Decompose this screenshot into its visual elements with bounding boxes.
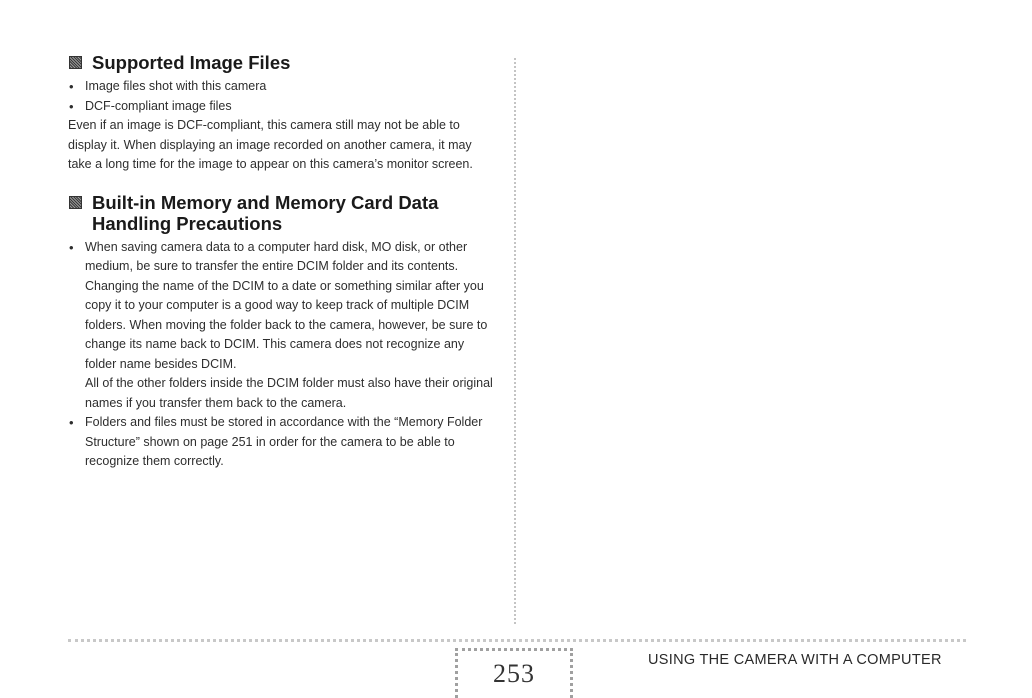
heading-marker-icon [69,56,82,69]
section-heading [68,192,496,234]
bullet-icon: • [69,239,74,255]
heading-line: Built-in Memory and Memory Card Data [92,191,439,213]
section-heading [68,52,496,73]
bullet-icon: • [69,98,74,114]
list-item [68,77,496,97]
footer-rule [68,639,966,642]
list-item [68,413,496,472]
list-item-text: Folders and files must be stored in accordance with the “Memory Folder Structure” shown on page 251 in order for the camera to be able to recognize them correctly. [85,415,483,468]
bullet-icon: • [69,415,74,430]
list-item-text: DCF-compliant image files [85,98,232,113]
list-item-text: Image files shot with this camera [85,79,267,93]
section-supported-image-files [68,52,496,175]
list-item [68,97,496,117]
left-column [68,52,496,472]
list-item [68,238,496,414]
body-paragraph: Even if an image is DCF-compliant, this camera still may not be able to display it. When displaying an image recorded on another camera, it may take a long time for the image to appear on this camera’s monitor screen. [68,118,473,171]
list-item-text: When saving camera data to a computer hard disk, MO disk, or other medium, be sure to transfer the entire DCIM folder and its contents. Changing the name of the DCIM to a date or something similar after you copy it to your computer is a good way to keep track of multiple DCIM folders. When moving the folder back to the camera, however, be sure to change its name back to DCIM. This camera does not recognize any folder name besides DCIM. [85,239,488,371]
section-memory-handling-precautions [68,192,496,472]
page-number: 253 [493,659,535,688]
section-heading-text: Supported Image Files [92,52,291,73]
bullet-icon: • [69,79,74,94]
section-heading-text [92,192,438,234]
bullet-list [68,77,496,116]
column-divider [514,58,516,624]
page-number-box [455,648,573,698]
list-item-note: All of the other folders inside the DCIM folder must also have their original names if you transfer them back to the camera. [85,376,493,410]
chapter-title: USING THE CAMERA WITH A COMPUTER [648,652,942,668]
heading-marker-icon [69,196,82,209]
heading-line: Handling Precautions [92,212,283,234]
bullet-list [68,238,496,472]
